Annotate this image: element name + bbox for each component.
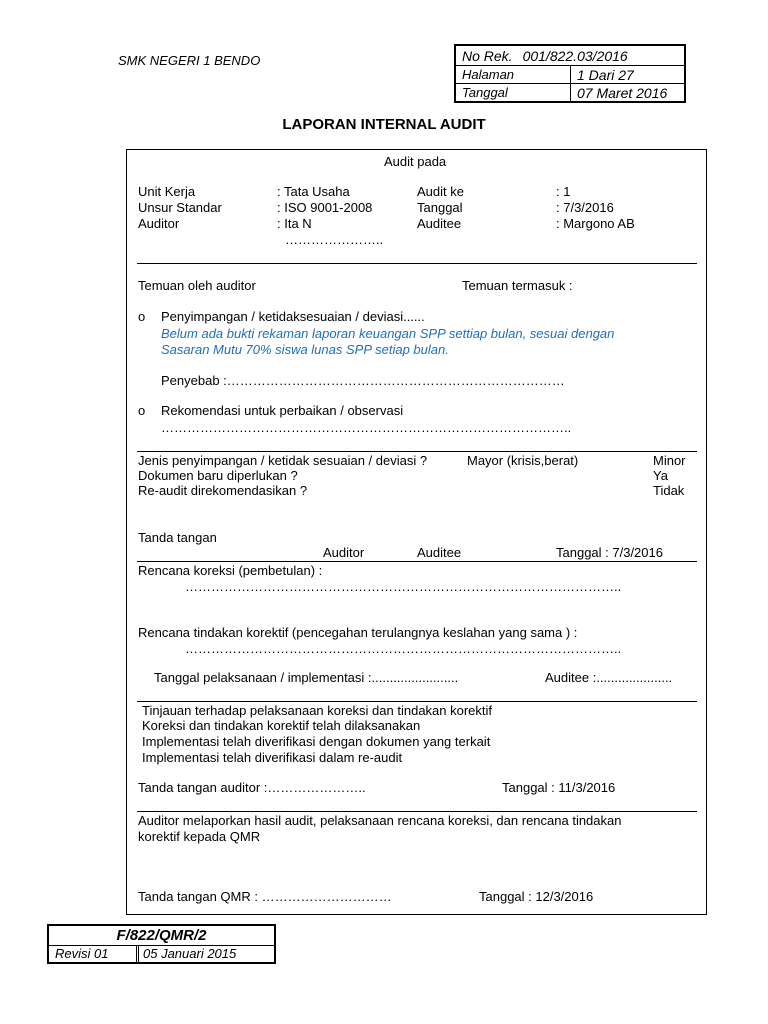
signature-auditee-label: Auditee <box>417 545 462 560</box>
school-name: SMK NEGERI 1 BENDO <box>118 53 261 68</box>
unit-kerja-label: Unit Kerja <box>138 184 196 199</box>
review-line-2: Koreksi dan tindakan korektif telah dilaksanakan <box>142 718 421 733</box>
qmr-tanggal: Tanggal : 12/3/2016 <box>479 889 594 904</box>
report-line-1: Auditor melaporkan hasil audit, pelaksanaan rencana koreksi, dan rencana tindakan <box>138 813 622 828</box>
rencana-tindakan-label: Rencana tindakan korektif (pencegahan terulangnya keslahan yang sama ) : <box>138 625 578 640</box>
dokumen-baru-question: Dokumen baru diperlukan ? <box>138 468 298 483</box>
mayor-option: Mayor (krisis,berat) <box>467 453 579 468</box>
unsur-standar-label: Unsur Standar <box>138 200 222 215</box>
review-tanggal: Tanggal : 11/3/2016 <box>502 780 616 795</box>
audit-ke-label: Audit ke <box>417 184 464 199</box>
temuan-label: Temuan oleh auditor <box>138 278 256 293</box>
audit-heading: Audit pada <box>384 154 447 169</box>
reaudit-question: Re-audit direkomendasikan ? <box>138 483 308 498</box>
temuan-termasuk-label: Temuan termasuk : <box>462 278 573 293</box>
rencana-koreksi-label: Rencana koreksi (pembetulan) : <box>138 563 323 578</box>
halaman-value: 1 Dari 27 <box>570 66 684 83</box>
auditor-value: : Ita N <box>277 216 312 231</box>
finding-text-line1: Belum ada bukti rekaman laporan keuangan SPP settiap bulan, sesuai dengan <box>161 326 615 341</box>
form-revision-row <box>49 946 274 962</box>
ref-row-halaman <box>456 65 684 83</box>
audit-tanggal-value: : 7/3/2016 <box>556 200 614 215</box>
tanda-tangan-auditor: Tanda tangan auditor :………………….. <box>138 780 366 795</box>
review-line-4: Implementasi telah diverifikasi dalam re-audit <box>142 750 403 765</box>
tanggal-value: 07 Maret 2016 <box>570 84 684 101</box>
divider <box>137 701 697 702</box>
audit-tanggal-label: Tanggal <box>417 200 463 215</box>
ref-row-tanggal <box>456 83 684 101</box>
review-line-1: Tinjauan terhadap pelaksanaan koreksi dan tindakan korektif <box>142 703 493 718</box>
form-code-table <box>47 924 276 964</box>
bullet-penyimpangan: o <box>138 309 146 324</box>
ya-option: Ya <box>653 468 668 483</box>
form-code: F/822/QMR/2 <box>49 926 274 946</box>
penyebab-line: Penyebab :…………………………………………………………………… <box>161 373 565 388</box>
divider <box>137 451 697 452</box>
revision-label: Revisi 01 <box>49 946 139 962</box>
signature-auditor-label: Auditor <box>323 545 365 560</box>
audit-ke-value: : 1 <box>556 184 571 199</box>
ref-row-no-rek <box>456 46 684 65</box>
tidak-option: Tidak <box>653 483 685 498</box>
bullet-rekomendasi: o <box>138 403 146 418</box>
divider <box>137 263 697 264</box>
penyimpangan-label: Penyimpangan / ketidaksesuaian / deviasi...... <box>161 309 425 324</box>
review-line-3: Implementasi telah diverifikasi dengan dokumen yang terkait <box>142 734 491 749</box>
correction-auditee: Auditee :..................... <box>545 670 673 685</box>
divider <box>137 561 697 562</box>
finding-text-line2: Sasaran Mutu 70% siswa lunas SPP setiap bulan. <box>161 342 449 357</box>
tanda-tangan-label: Tanda tangan <box>138 530 217 545</box>
revision-date: 05 Januari 2015 <box>143 946 237 961</box>
auditor-dots: ………………….. <box>285 232 384 247</box>
tanggal-label: Tanggal <box>462 85 508 100</box>
auditor-label: Auditor <box>138 216 180 231</box>
page-title: LAPORAN INTERNAL AUDIT <box>282 116 486 133</box>
no-rek-label: No Rek. <box>462 47 513 64</box>
rekomendasi-dots: ………………………………………………………………………………….. <box>161 420 572 435</box>
rencana-tindakan-dots: ……………………………………………………………………………………….. <box>185 641 622 656</box>
report-line-2: korektif kepada QMR <box>138 829 261 844</box>
signature-tanggal: Tanggal : 7/3/2016 <box>556 545 663 560</box>
auditee-label: Auditee <box>417 216 462 231</box>
jenis-penyimpangan-question: Jenis penyimpangan / ketidak sesuaian / deviasi ? <box>138 453 428 468</box>
rencana-koreksi-dots: ……………………………………………………………………………………….. <box>185 579 622 594</box>
auditee-value: : Margono AB <box>556 216 635 231</box>
no-rek-value: 001/822.03/2016 <box>522 47 628 64</box>
rekomendasi-label: Rekomendasi untuk perbaikan / observasi <box>161 403 404 418</box>
halaman-label: Halaman <box>462 67 515 82</box>
divider <box>137 811 697 812</box>
document-reference-table <box>454 44 686 103</box>
tanda-tangan-qmr: Tanda tangan QMR : ………………………… <box>138 889 392 904</box>
unit-kerja-value: : Tata Usaha <box>277 184 350 199</box>
unsur-standar-value: : ISO 9001-2008 <box>277 200 373 215</box>
minor-option: Minor <box>653 453 686 468</box>
tanggal-pelaksanaan: Tanggal pelaksanaan / implementasi :........................ <box>154 670 459 685</box>
